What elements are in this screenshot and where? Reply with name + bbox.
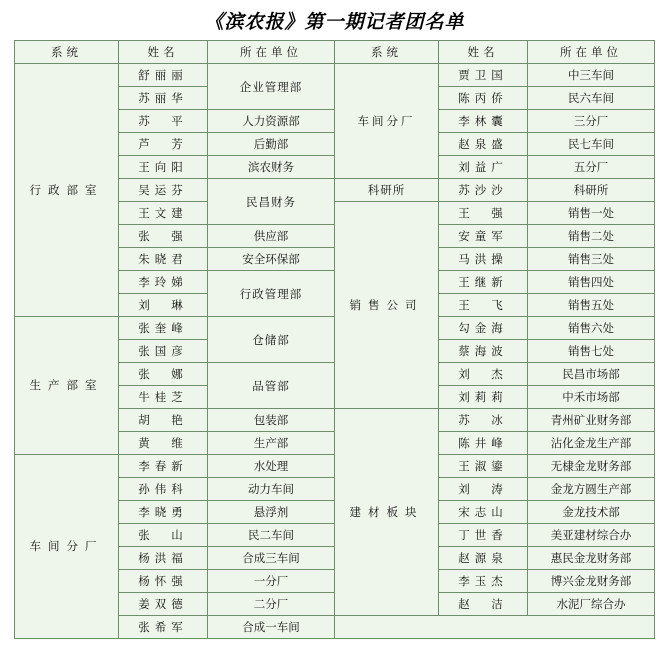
person-unit: 无棣金龙财务部 xyxy=(528,455,655,478)
person-unit: 中禾市场部 xyxy=(528,386,655,409)
column-header-name-left: 姓名 xyxy=(119,41,208,64)
person-name: 黄 维 xyxy=(119,432,208,455)
person-unit: 合成三车间 xyxy=(208,547,335,570)
person-name: 王 强 xyxy=(439,202,528,225)
person-name: 贾卫国 xyxy=(439,64,528,87)
person-unit: 民二车间 xyxy=(208,524,335,547)
group-label-left: 生产部室 xyxy=(15,317,119,455)
person-name: 安童军 xyxy=(439,225,528,248)
person-unit: 水处理 xyxy=(208,455,335,478)
person-unit: 销售四处 xyxy=(528,271,655,294)
person-name: 王向阳 xyxy=(119,156,208,179)
person-name: 苏丽华 xyxy=(119,87,208,110)
person-name: 朱晓君 xyxy=(119,248,208,271)
person-name: 李林囊 xyxy=(439,110,528,133)
person-unit: 销售二处 xyxy=(528,225,655,248)
person-name: 王文建 xyxy=(119,202,208,225)
person-name: 张 强 xyxy=(119,225,208,248)
column-header-system-right: 系统 xyxy=(335,41,439,64)
person-name: 孙伟科 xyxy=(119,478,208,501)
person-unit: 销售五处 xyxy=(528,294,655,317)
person-name: 苏 平 xyxy=(119,110,208,133)
person-name: 赵源泉 xyxy=(439,547,528,570)
group-label-right: 建材板块 xyxy=(335,409,439,616)
person-name: 宋志山 xyxy=(439,501,528,524)
person-unit: 金龙方圆生产部 xyxy=(528,478,655,501)
table-body xyxy=(15,64,655,639)
person-name: 刘 杰 xyxy=(439,363,528,386)
person-name: 杨怀强 xyxy=(119,570,208,593)
person-unit: 供应部 xyxy=(208,225,335,248)
person-name: 张奎峰 xyxy=(119,317,208,340)
column-header-system-left: 系统 xyxy=(15,41,119,64)
person-unit: 美亚建材综合办 xyxy=(528,524,655,547)
person-unit: 五分厂 xyxy=(528,156,655,179)
person-name: 杨洪福 xyxy=(119,547,208,570)
person-name: 刘 琳 xyxy=(119,294,208,317)
person-name: 芦 芳 xyxy=(119,133,208,156)
person-unit: 民七车间 xyxy=(528,133,655,156)
person-name: 陈井峰 xyxy=(439,432,528,455)
person-unit: 动力车间 xyxy=(208,478,335,501)
person-name: 张希军 xyxy=(119,616,208,639)
person-unit: 青州矿业财务部 xyxy=(528,409,655,432)
person-name: 李玉杰 xyxy=(439,570,528,593)
person-unit: 品管部 xyxy=(208,363,335,409)
person-unit: 沾化金龙生产部 xyxy=(528,432,655,455)
person-name: 赵泉盛 xyxy=(439,133,528,156)
person-name: 张 娜 xyxy=(119,363,208,386)
person-unit: 后勤部 xyxy=(208,133,335,156)
person-name: 丁世香 xyxy=(439,524,528,547)
person-unit: 民六车间 xyxy=(528,87,655,110)
person-name: 牛桂芝 xyxy=(119,386,208,409)
person-unit: 一分厂 xyxy=(208,570,335,593)
person-unit: 仓储部 xyxy=(208,317,335,363)
table-header xyxy=(15,41,655,64)
person-name: 王继新 xyxy=(439,271,528,294)
table-row xyxy=(15,64,655,87)
person-unit: 科研所 xyxy=(528,179,655,202)
person-unit: 行政管理部 xyxy=(208,271,335,317)
person-unit: 博兴金龙财务部 xyxy=(528,570,655,593)
person-name: 苏沙沙 xyxy=(439,179,528,202)
person-unit: 销售一处 xyxy=(528,202,655,225)
person-name: 张国彦 xyxy=(119,340,208,363)
page-title: 《滨农报》第一期记者团名单 xyxy=(204,11,465,33)
empty-cell xyxy=(335,616,655,639)
person-unit: 人力资源部 xyxy=(208,110,335,133)
person-unit: 三分厂 xyxy=(528,110,655,133)
person-name: 姜双德 xyxy=(119,593,208,616)
group-label-right: 车间分厂 xyxy=(335,64,439,179)
person-name: 王淑鎏 xyxy=(439,455,528,478)
person-name: 刘益广 xyxy=(439,156,528,179)
person-unit: 销售三处 xyxy=(528,248,655,271)
column-header-unit-left: 所在单位 xyxy=(208,41,335,64)
person-unit: 包装部 xyxy=(208,409,335,432)
person-unit: 企业管理部 xyxy=(208,64,335,110)
person-name: 陈丙侨 xyxy=(439,87,528,110)
person-unit: 悬浮剂 xyxy=(208,501,335,524)
person-name: 蔡海波 xyxy=(439,340,528,363)
person-unit: 民昌财务 xyxy=(208,179,335,225)
person-unit: 中三车间 xyxy=(528,64,655,87)
person-unit: 惠民金龙财务部 xyxy=(528,547,655,570)
person-unit: 合成一车间 xyxy=(208,616,335,639)
group-label-left: 行政部室 xyxy=(15,64,119,317)
group-label-right: 科研所 xyxy=(335,179,439,202)
person-name: 吴运芬 xyxy=(119,179,208,202)
table-header-row xyxy=(15,41,655,64)
roster-table xyxy=(14,40,655,639)
person-unit: 生产部 xyxy=(208,432,335,455)
person-name: 赵 洁 xyxy=(439,593,528,616)
person-name: 马洪操 xyxy=(439,248,528,271)
person-name: 胡 艳 xyxy=(119,409,208,432)
person-name: 舒丽丽 xyxy=(119,64,208,87)
person-name: 王 飞 xyxy=(439,294,528,317)
person-name: 勾金海 xyxy=(439,317,528,340)
column-header-name-right: 姓名 xyxy=(439,41,528,64)
person-name: 苏 冰 xyxy=(439,409,528,432)
column-header-unit-right: 所在单位 xyxy=(528,41,655,64)
person-unit: 民昌市场部 xyxy=(528,363,655,386)
person-name: 刘莉莉 xyxy=(439,386,528,409)
person-unit: 二分厂 xyxy=(208,593,335,616)
person-name: 李晓勇 xyxy=(119,501,208,524)
group-label-right: 销售公司 xyxy=(335,202,439,409)
person-unit: 滨农财务 xyxy=(208,156,335,179)
person-unit: 金龙技术部 xyxy=(528,501,655,524)
person-unit: 安全环保部 xyxy=(208,248,335,271)
person-name: 李春新 xyxy=(119,455,208,478)
group-label-left: 车间分厂 xyxy=(15,455,119,639)
person-name: 张 山 xyxy=(119,524,208,547)
person-name: 李玲娣 xyxy=(119,271,208,294)
person-unit: 水泥厂综合办 xyxy=(528,593,655,616)
person-unit: 销售六处 xyxy=(528,317,655,340)
person-unit: 销售七处 xyxy=(528,340,655,363)
person-name: 刘 涛 xyxy=(439,478,528,501)
